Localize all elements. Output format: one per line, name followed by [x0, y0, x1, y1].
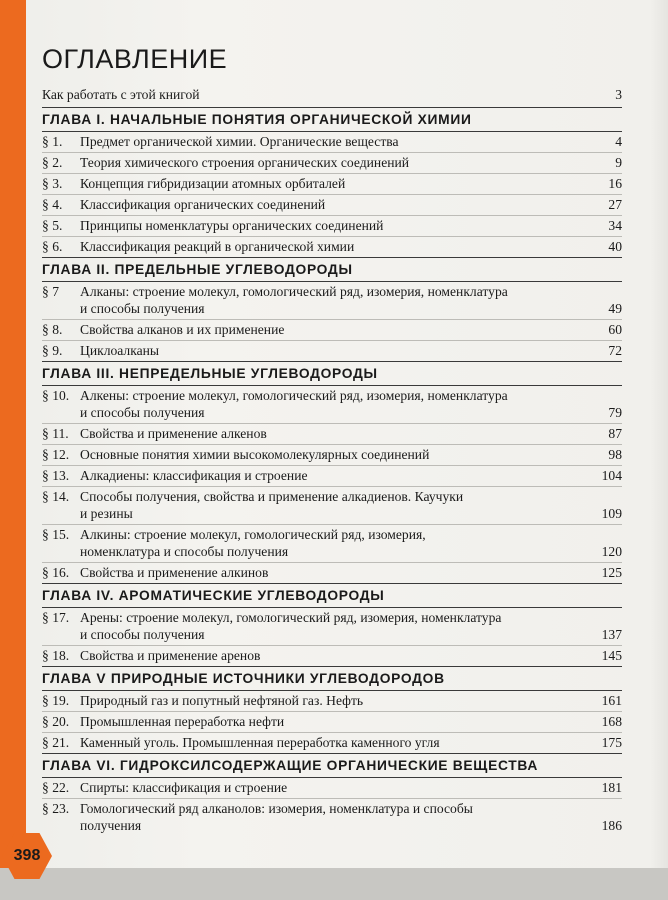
section-title-line: Циклоалканы — [80, 343, 160, 358]
chapter-block — [42, 583, 622, 666]
page-edge-shadow — [650, 0, 668, 900]
toc-section-row[interactable] — [42, 215, 622, 236]
chapter-block — [42, 257, 622, 361]
toc-section-row[interactable] — [42, 524, 622, 562]
section-number: § 20. — [42, 714, 70, 729]
section-number: § 3. — [42, 176, 63, 191]
section-number: § 12. — [42, 447, 70, 462]
toc-section-row[interactable] — [42, 607, 622, 645]
toc-section-row[interactable] — [42, 711, 622, 732]
section-title-line: Способы получения, свойства и применение алкадиенов. Каучуки — [80, 489, 464, 504]
section-number: § 1. — [42, 134, 63, 149]
section-title — [80, 779, 600, 796]
section-title-line: Классификация органических соединений — [80, 197, 326, 212]
section-title — [80, 283, 600, 317]
section-title-line: Каменный уголь. Промышленная переработка каменного угля — [80, 735, 440, 750]
section-number: § 2. — [42, 155, 63, 170]
section-title — [80, 425, 600, 442]
section-title — [80, 467, 600, 484]
section-number: § 14. — [42, 489, 70, 504]
section-title-line: и способы получения — [80, 627, 205, 642]
section-title — [80, 564, 600, 581]
section-title-line: Теория химического строения органических соединений — [80, 155, 410, 170]
toc-section-row[interactable] — [42, 319, 622, 340]
section-title — [80, 713, 600, 730]
section-title-line: получения — [80, 818, 142, 833]
table-of-contents — [42, 42, 622, 836]
section-title — [80, 175, 600, 192]
section-title — [80, 321, 600, 338]
section-title — [80, 647, 600, 664]
section-title — [80, 609, 600, 643]
section-number: § 5. — [42, 218, 63, 233]
section-page-number: 109 — [601, 506, 622, 521]
chapter-block — [42, 753, 622, 836]
section-number: § 8. — [42, 322, 63, 337]
section-title — [80, 734, 600, 751]
section-number: § 10. — [42, 388, 70, 403]
section-page-number: 79 — [608, 405, 622, 420]
orange-accent-bar — [0, 0, 26, 868]
section-title — [80, 217, 600, 234]
section-title — [80, 196, 600, 213]
toc-section-row[interactable] — [42, 173, 622, 194]
section-title-line: Свойства алканов и их применение — [80, 322, 285, 337]
chapter-heading[interactable]: ГЛАВА III. НЕПРЕДЕЛЬНЫЕ УГЛЕВОДОРОДЫ — [42, 361, 622, 385]
section-number: § 15. — [42, 527, 70, 542]
toc-section-row[interactable] — [42, 486, 622, 524]
section-number: § 11. — [42, 426, 69, 441]
section-title-line: Природный газ и попутный нефтяной газ. Нефть — [80, 693, 364, 708]
section-number: § 13. — [42, 468, 70, 483]
section-title-line: номенклатура и способы получения — [80, 544, 289, 559]
section-title — [80, 692, 600, 709]
section-title-line: Алканы: строение молекул, гомологический ряд, изомерия, номенклатура — [80, 284, 508, 299]
section-page-number: 104 — [601, 468, 622, 483]
section-title-line: Спирты: классификация и строение — [80, 780, 288, 795]
section-title — [80, 526, 600, 560]
chapter-block — [42, 666, 622, 753]
section-number: § 6. — [42, 239, 63, 254]
section-title — [80, 154, 600, 171]
toc-section-row[interactable] — [42, 645, 622, 666]
section-page-number: 186 — [601, 818, 622, 833]
section-page-number: 98 — [608, 447, 622, 462]
section-title-line: Предмет органической химии. Органические вещества — [80, 134, 399, 149]
page-bottom-band — [0, 868, 668, 900]
section-number: § 7 — [42, 284, 59, 299]
section-title-line: Алкадиены: классификация и строение — [80, 468, 308, 483]
section-title — [80, 387, 600, 421]
section-page-number: 16 — [608, 176, 622, 191]
chapter-heading[interactable]: ГЛАВА II. ПРЕДЕЛЬНЫЕ УГЛЕВОДОРОДЫ — [42, 257, 622, 281]
section-page-number: 87 — [608, 426, 622, 441]
toc-intro-page: 3 — [615, 87, 622, 102]
section-title-line: Свойства и применение алкинов — [80, 565, 269, 580]
toc-section-row[interactable] — [42, 777, 622, 798]
section-number: § 21. — [42, 735, 70, 750]
toc-section-row[interactable] — [42, 690, 622, 711]
section-title-line: Принципы номенклатуры органических соединений — [80, 218, 384, 233]
toc-section-row[interactable] — [42, 798, 622, 836]
toc-section-row[interactable] — [42, 340, 622, 361]
section-page-number: 168 — [601, 714, 622, 729]
section-title — [80, 133, 600, 150]
section-title-line: и резины — [80, 506, 133, 521]
section-number: § 19. — [42, 693, 70, 708]
section-page-number: 9 — [615, 155, 622, 170]
section-title-line: и способы получения — [80, 405, 205, 420]
toc-section-row[interactable] — [42, 465, 622, 486]
toc-section-row[interactable] — [42, 152, 622, 173]
chapter-block — [42, 361, 622, 583]
section-title-line: Алкены: строение молекул, гомологический ряд, изомерия, номенклатура — [80, 388, 508, 403]
chapter-list — [42, 107, 622, 836]
section-title — [80, 488, 600, 522]
section-number: § 9. — [42, 343, 63, 358]
chapter-heading[interactable]: ГЛАВА VI. ГИДРОКСИЛСОДЕРЖАЩИЕ ОРГАНИЧЕСКИЕ ВЕЩЕСТВА — [42, 753, 622, 777]
toc-section-row[interactable] — [42, 444, 622, 465]
section-title-line: Свойства и применение аренов — [80, 648, 261, 663]
section-title-line: Свойства и применение алкенов — [80, 426, 267, 441]
toc-section-row[interactable] — [42, 385, 622, 423]
section-title-line: Промышленная переработка нефти — [80, 714, 285, 729]
section-page-number: 40 — [608, 239, 622, 254]
section-title-line: Концепция гибридизации атомных орбиталей — [80, 176, 346, 191]
section-page-number: 72 — [608, 343, 622, 358]
toc-title: ОГЛАВЛЕНИЕ — [42, 44, 228, 74]
chapter-heading[interactable]: ГЛАВА IV. АРОМАТИЧЕСКИЕ УГЛЕВОДОРОДЫ — [42, 583, 622, 607]
section-page-number: 137 — [601, 627, 622, 642]
section-title-line: и способы получения — [80, 301, 205, 316]
section-title-line: Классификация реакций в органической химии — [80, 239, 355, 254]
section-page-number: 49 — [608, 301, 622, 316]
section-title — [80, 446, 600, 463]
section-page-number: 60 — [608, 322, 622, 337]
section-number: § 18. — [42, 648, 70, 663]
section-page-number: 161 — [601, 693, 622, 708]
section-number: § 22. — [42, 780, 70, 795]
toc-intro-label: Как работать с этой книгой — [42, 87, 200, 102]
toc-section-row[interactable] — [42, 423, 622, 444]
section-number: § 17. — [42, 610, 70, 625]
section-page-number: 34 — [608, 218, 622, 233]
section-title-line: Арены: строение молекул, гомологический ряд, изомерия, номенклатура — [80, 610, 502, 625]
toc-section-row[interactable] — [42, 236, 622, 257]
section-page-number: 175 — [601, 735, 622, 750]
section-title — [80, 800, 600, 834]
section-page-number: 145 — [601, 648, 622, 663]
toc-section-row[interactable] — [42, 732, 622, 753]
toc-intro-row[interactable] — [42, 86, 622, 107]
toc-section-row[interactable] — [42, 562, 622, 583]
section-page-number: 125 — [601, 565, 622, 580]
section-page-number: 120 — [601, 544, 622, 559]
chapter-heading[interactable]: ГЛАВА I. НАЧАЛЬНЫЕ ПОНЯТИЯ ОРГАНИЧЕСКОЙ ХИМИИ — [42, 107, 622, 131]
section-title-line: Основные понятия химии высокомолекулярных соединений — [80, 447, 430, 462]
section-page-number: 27 — [608, 197, 622, 212]
section-title — [80, 238, 600, 255]
toc-section-row[interactable] — [42, 131, 622, 152]
section-number: § 16. — [42, 565, 70, 580]
chapter-block — [42, 107, 622, 257]
toc-section-row[interactable] — [42, 194, 622, 215]
section-title-line: Гомологический ряд алканолов: изомерия, номенклатура и способы — [80, 801, 473, 816]
section-page-number: 4 — [615, 134, 622, 149]
section-title-line: Алкины: строение молекул, гомологический ряд, изомерия, — [80, 527, 426, 542]
chapter-heading[interactable]: ГЛАВА V ПРИРОДНЫЕ ИСТОЧНИКИ УГЛЕВОДОРОДОВ — [42, 666, 622, 690]
section-number: § 4. — [42, 197, 63, 212]
section-title — [80, 342, 600, 359]
toc-section-row[interactable] — [42, 281, 622, 319]
section-page-number: 181 — [601, 780, 622, 795]
section-number: § 23. — [42, 801, 70, 816]
page-number: 398 — [13, 847, 41, 864]
